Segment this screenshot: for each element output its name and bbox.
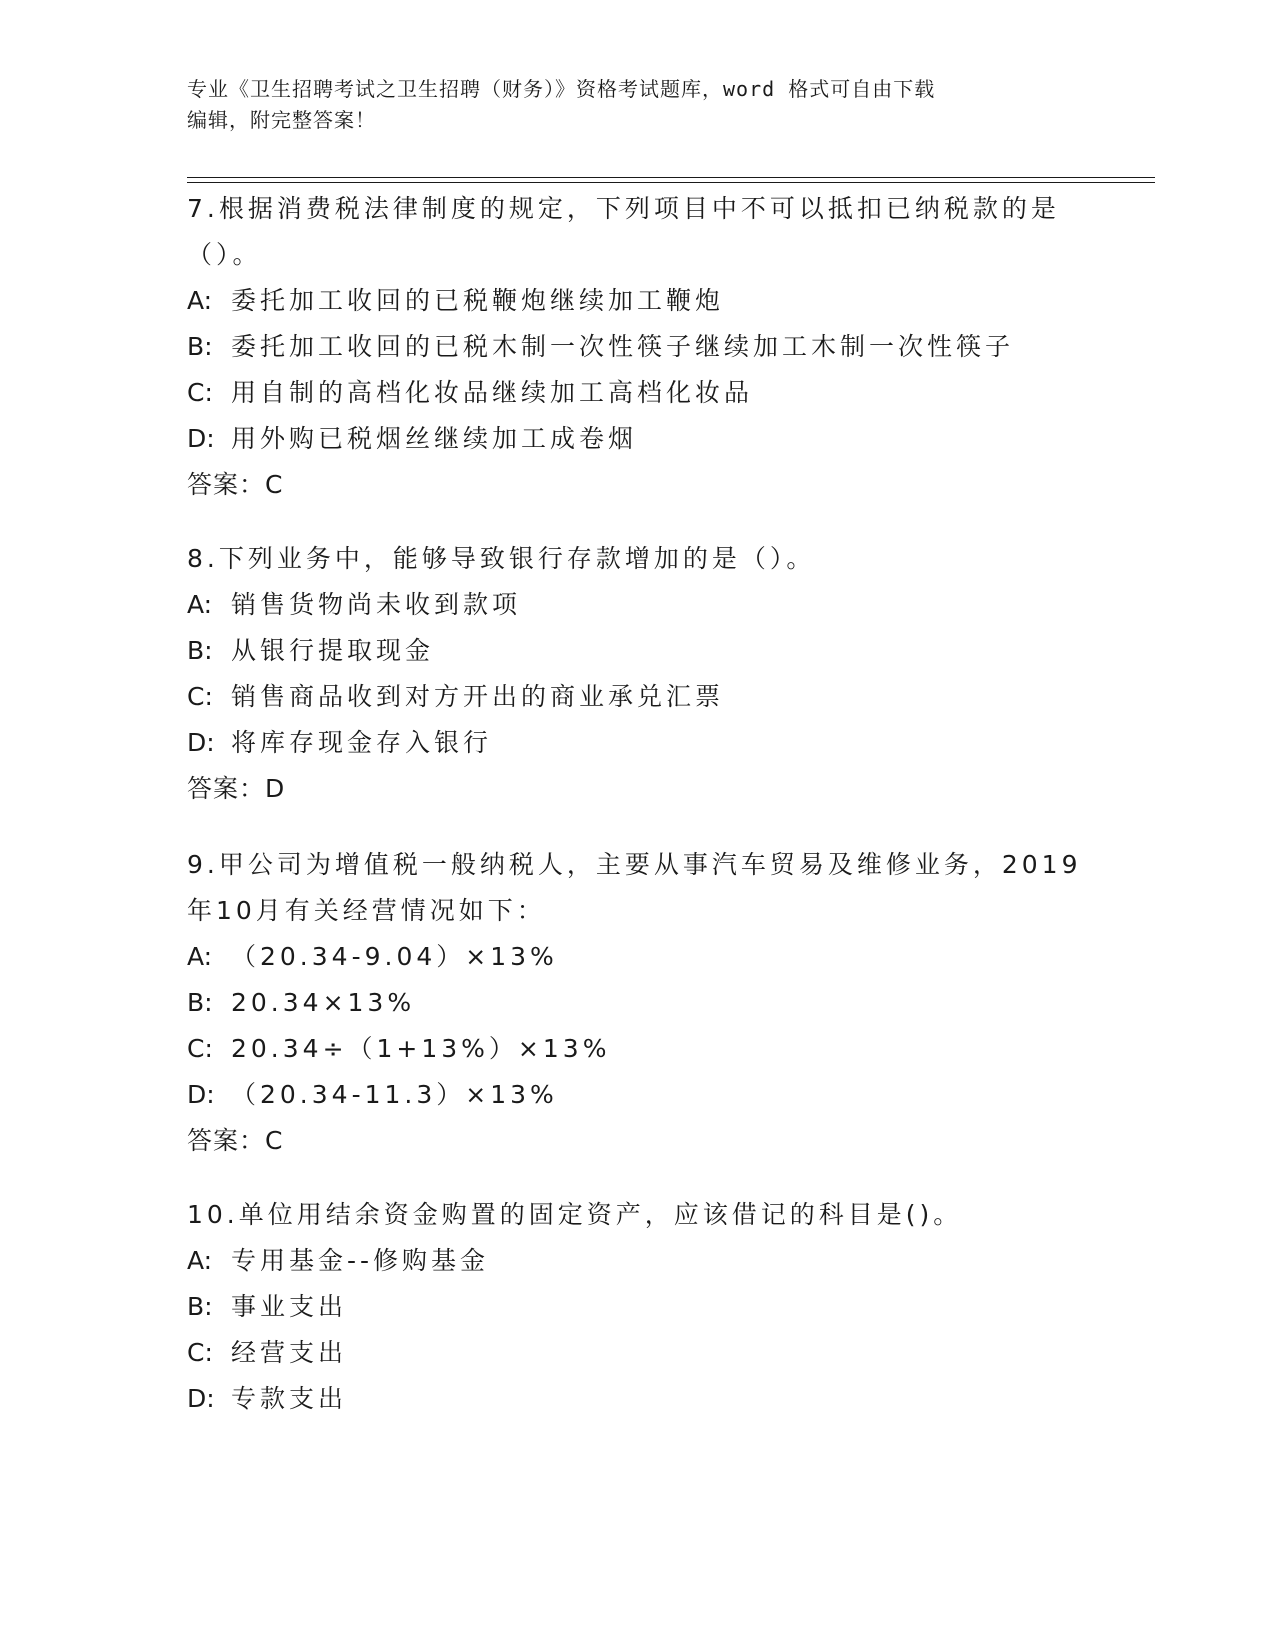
option-text: 委托加工收回的已税木制一次性筷子继续加工木制一次性筷子 [231, 332, 1015, 361]
option-d [187, 1376, 1087, 1422]
question-8 [187, 536, 1087, 812]
option-d [187, 416, 1087, 462]
question-9 [187, 842, 1087, 1164]
option-a [187, 1238, 1087, 1284]
option-letter: D: [187, 1384, 215, 1413]
option-letter: A: [187, 286, 213, 315]
header-line-1: 专业《卫生招聘考试之卫生招聘（财务）》资格考试题库，word 格式可自由下载 [187, 77, 936, 101]
option-b [187, 1284, 1087, 1330]
option-c [187, 674, 1087, 720]
question-text-line-2: 年10月有关经营情况如下： [187, 896, 546, 925]
question-text-line-1: 7.根据消费税法律制度的规定，下列项目中不可以抵扣已纳税款的是 [187, 194, 1060, 223]
option-text: 用外购已税烟丝继续加工成卷烟 [231, 424, 638, 453]
option-letter: D: [187, 728, 215, 757]
option-letter: B: [187, 988, 213, 1017]
option-b [187, 324, 1087, 370]
answer: 答案：C [187, 1126, 284, 1155]
option-letter: A: [187, 590, 213, 619]
option-text: 销售货物尚未收到款项 [231, 590, 522, 619]
option-letter: C: [187, 1034, 213, 1063]
header-divider-top [187, 177, 1155, 178]
option-letter: D: [187, 1080, 215, 1109]
question-text-line-1: 10.单位用结余资金购置的固定资产，应该借记的科目是()。 [187, 1200, 963, 1229]
question-text-line-1: 9.甲公司为增值税一般纳税人，主要从事汽车贸易及维修业务，2019 [187, 850, 1082, 879]
option-letter: B: [187, 332, 213, 361]
option-text: 销售商品收到对方开出的商业承兑汇票 [231, 682, 725, 711]
answer: 答案：D [187, 774, 286, 803]
question-text-line-1: 8.下列业务中，能够导致银行存款增加的是（）。 [187, 544, 816, 573]
option-text: 专款支出 [231, 1384, 348, 1413]
option-text: （20.34-9.04）×13% [231, 942, 558, 971]
option-letter: B: [187, 1292, 213, 1321]
option-text: 从银行提取现金 [231, 636, 435, 665]
option-text: 事业支出 [231, 1292, 348, 1321]
option-letter: A: [187, 1246, 213, 1275]
option-b [187, 628, 1087, 674]
option-a [187, 934, 1087, 980]
question-10 [187, 1192, 1087, 1422]
option-c [187, 1330, 1087, 1376]
option-letter: C: [187, 378, 213, 407]
option-text: 将库存现金存入银行 [231, 728, 493, 757]
option-text: 经营支出 [231, 1338, 348, 1367]
document-header [187, 74, 1067, 136]
option-text: 用自制的高档化妆品继续加工高档化妆品 [231, 378, 754, 407]
option-text: 20.34×13% [231, 988, 416, 1017]
question-text-line-2: （）。 [187, 240, 262, 269]
option-d [187, 720, 1087, 766]
option-letter: C: [187, 1338, 213, 1367]
option-letter: D: [187, 424, 215, 453]
question-7 [187, 186, 1087, 508]
option-text: （20.34-11.3）×13% [231, 1080, 558, 1109]
option-a [187, 278, 1087, 324]
option-letter: A: [187, 942, 213, 971]
option-c [187, 370, 1087, 416]
option-text: 委托加工收回的已税鞭炮继续加工鞭炮 [231, 286, 725, 315]
header-line-2: 编辑，附完整答案！ [187, 108, 376, 132]
option-c [187, 1026, 1087, 1072]
answer: 答案：C [187, 470, 284, 499]
option-letter: C: [187, 682, 213, 711]
option-text: 专用基金--修购基金 [231, 1246, 490, 1275]
option-a [187, 582, 1087, 628]
option-text: 20.34÷（1+13%）×13% [231, 1034, 611, 1063]
header-divider-bottom [187, 182, 1155, 183]
option-d [187, 1072, 1087, 1118]
option-letter: B: [187, 636, 213, 665]
option-b [187, 980, 1087, 1026]
